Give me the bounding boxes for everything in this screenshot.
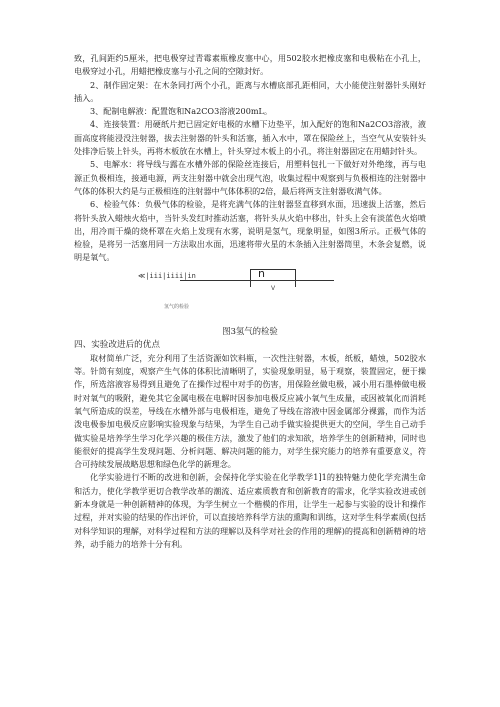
figure-n-label: n <box>258 266 265 280</box>
document-page <box>74 52 426 551</box>
paragraph-step-6: 6、检验气体：负极气体的检验，是将充满气体的注射器竖直移到水面，迅速拔上活塞，然后将针头放入蜡烛火焰中，当针头发红时推动活塞，将针头从火焰中移出，针头上会有淡蓝色火焰喷出，用冷而干燥的烧杯罩在火焰上发现有水雾，说明是氢气，现象明显，如图3所示。正极气体的检验，是将另一活塞用同一方法取出水面，迅速将带火星的木条插入注射器筒里，木条会复燃，说明是氧气。 <box>74 199 426 263</box>
paragraph-step-3: 3、配制电解液：配置饱和Na2CO3溶液200mL。 <box>90 106 272 117</box>
paragraph-electrode-fixing: 致，孔间距约5厘米，把电极穿过青霉素瓶橡皮塞中心，用502胶水把橡皮塞和电极粘在小孔上，电极穿过小孔，用蜡把橡皮塞与小孔之间的空隙封好。 <box>74 53 426 77</box>
paragraph-conclusion: 化学实验进行不断的改进和创新，会保持化学实验在化学教学1]1的独特魅力使化学充满生命和活力，使化学教学更切合教学改革的潮流、适应素质教育和创新教育的需求，化学实验改进或创新本身就是一种创新精神的体现，为学生树立一个楷模的作用，让学生一起参与实验的设计和操作过程，并对实验的结果的作出评价，可以直接培养科学方法的熏陶和训练，这对学生科学素质(包括对科学知识的理解，对科学过程和方法的理解以及科学对社会的作用的理解)的提高和创新精神的培养，动手能力的培养十分有利。 <box>74 472 426 549</box>
paragraph-step-4: 4、连接装置：用硬纸片把已固定好电极的水槽下边垫平，加入配好的饱和Na2CO3溶液，液面高度将能浸没注射器，拔去注射器的针头和活塞，插入水中，罩在保险丝上，当空气从安装针头处排净后装上针头，再将木板放在水槽上，针头穿过木板上的小孔，将注射器固定在用蜡封针头。 <box>74 119 426 157</box>
figure-inner-caption: 氢气的检验 <box>164 303 190 310</box>
figure-scale-marks: ≪|iii|iiii|in <box>138 271 196 280</box>
figure-caption: 图3氢气的检验 <box>222 325 278 336</box>
paragraph-step-5: 5、电解水：将导线与露在水槽外部的保险丝连接后，用塑料包扎一下做好对外绝缘，再与电源正负极相连，接通电源，两支注射器中就会出现气泡，收集过程中观察到与负极相连的注射器中气体的体积大约是与正极相连的注射器中气体体积的2倍，最后将两支注射器收满气体。 <box>74 159 426 196</box>
paragraph-step-2: 2、制作固定架：在木条同打两个小孔，距离与水槽底部孔距相同，大小能使注射器针头刚好插入。 <box>74 79 426 103</box>
figure-3-hydrogen-test <box>74 266 426 325</box>
figure-v-label: V <box>271 284 276 292</box>
section-title-advantages: 四、实验改进后的优点 <box>74 339 160 350</box>
paragraph-advantages: 取材简单广泛，充分利用了生活资源如饮料瓶，一次性注射器，木板，纸板，蜡烛，502胶水等。针筒有刻度，观察产生气体的体积比清晰明了，实验现象明显，易于观察，装置固定，便于操作，所选溶液容易得到且避免了在操作过程中对手的伤害，用保险丝做电极，减小用石墨棒做电极时对氧气的吸附，避免其它金属电极在电解时因参加电极反应减小氧气生成量，或因被氧化而消耗氧气所造成的误差，导线在水槽外部与电极相连，避免了导线在溶液中因金属部分裸露，而作为活泼电极参加电极反应影响实验现象与结果，为学生自己动手做实验提供更大的空间，学生自己动手做实验是培养学生学习化学兴趣的极佳方法，激发了他们的求知欲，培养学生的创新精神，同时也能很好的提高学生发现问题、分析问题、解决问题的能力，对学生探究能力的培养有重要意义，符合可持续发展战略思想和绿色化学的新理念。 <box>74 352 426 470</box>
